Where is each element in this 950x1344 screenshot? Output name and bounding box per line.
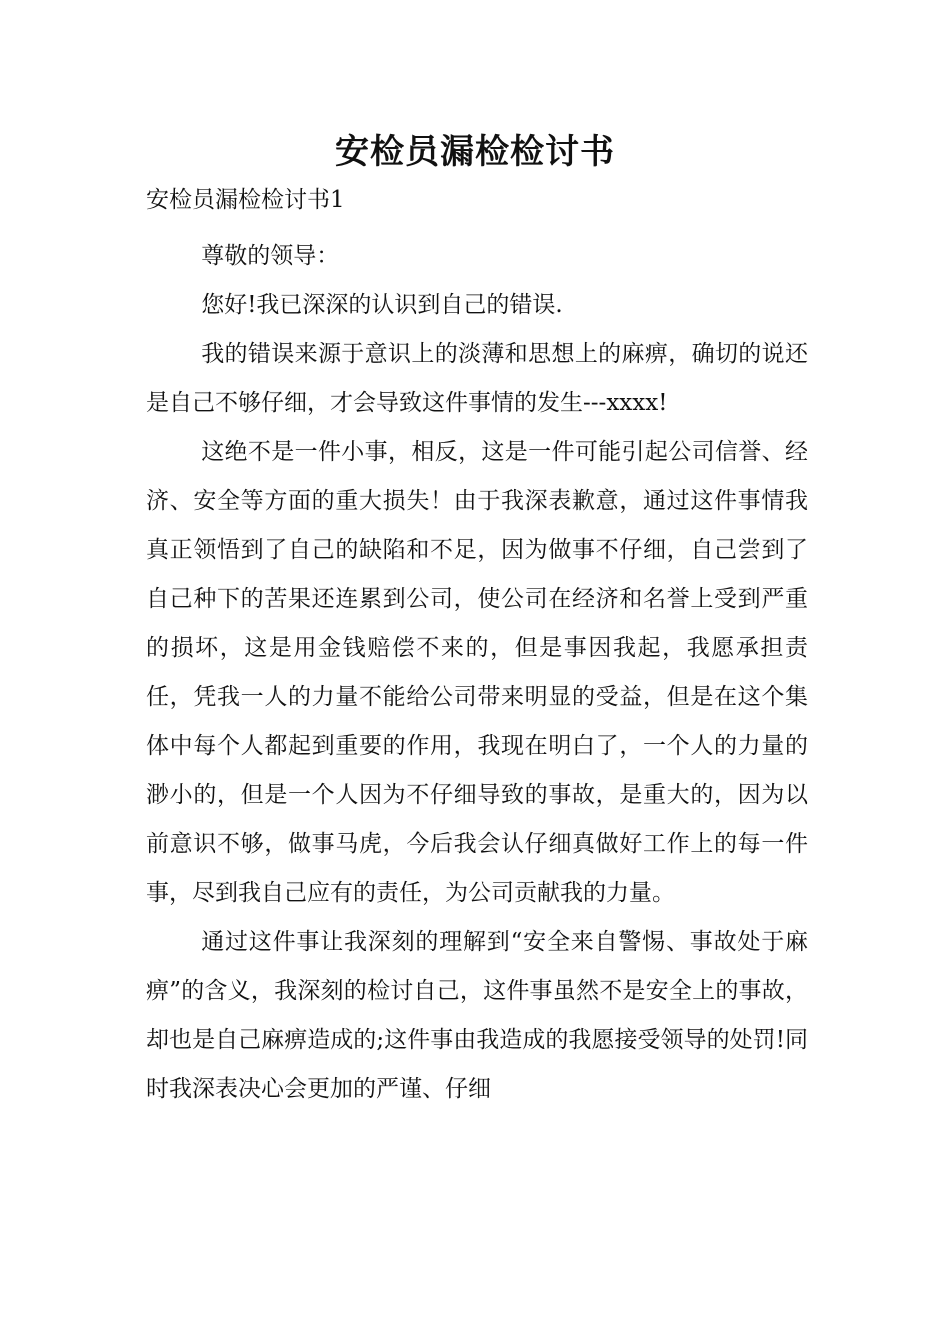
document-body (146, 232, 808, 1114)
body-paragraph: 这绝不是一件小事，相反，这是一件可能引起公司信誉、经济、安全等方面的重大损失！由于我深表歉意，通过这件事情我真正领悟到了自己的缺陷和不足，因为做事不仔细，自己尝到了自己种下的苦果还连累到公司，使公司在经济和名誉上受到严重的损坏，这是用金钱赔偿不来的，但是事因我起，我愿承担责任，凭我一人的力量不能给公司带来明显的受益，但是在这个集体中每个人都起到重要的作用，我现在明白了，一个人的力量的渺小的，但是一个人因为不仔细导致的事故，是重大的，因为以前意识不够，做事马虎，今后我会认仔细真做好工作上的每一件事，尽到我自己应有的责任，为公司贡献我的力量。 (146, 439, 808, 906)
body-paragraph: 通过这件事让我深刻的理解到“安全来自警惕、事故处于麻痹”的含义，我深刻的检讨自己，这件事虽然不是安全上的事故，却也是自己麻痹造成的;这件事由我造成的我愿接受领导的处罚!同时我深表决心会更加的严谨、仔细 (146, 929, 808, 1102)
body-paragraph: 我的错误来源于意识上的淡薄和思想上的麻痹，确切的说还是自己不够仔细，才会导致这件事情的发生---xxxx! (146, 341, 808, 416)
salutation: 尊敬的领导： (201, 243, 340, 269)
document-subtitle: 安检员漏检检讨书1 (146, 187, 345, 213)
document-title: 安检员漏检检讨书 (335, 132, 615, 172)
greeting-paragraph: 您好!我已深深的认识到自己的错误. (201, 292, 563, 318)
